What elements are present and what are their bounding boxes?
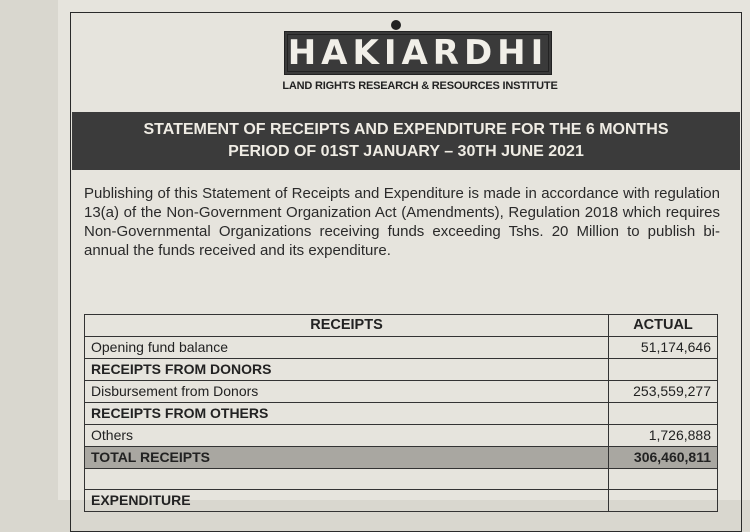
row-amount	[609, 469, 718, 490]
title-line-1: STATEMENT OF RECEIPTS AND EXPENDITURE FOR THE 6 MONTHS	[143, 121, 669, 138]
receipts-table	[84, 314, 718, 512]
row-label: Disbursement from Donors	[85, 381, 609, 403]
row-label: TOTAL RECEIPTS	[85, 447, 609, 469]
logo-text: HAKIARDHI	[287, 33, 549, 73]
section-header-row	[85, 403, 718, 425]
table-row	[85, 337, 718, 359]
table-header-row	[85, 315, 718, 337]
statement-title-banner	[72, 112, 740, 170]
row-amount: 51,174,646	[609, 337, 718, 359]
blank-row	[85, 469, 718, 490]
row-label: RECEIPTS FROM DONORS	[85, 359, 609, 381]
actual-column-header: ACTUAL	[609, 315, 718, 337]
row-label: Opening fund balance	[85, 337, 609, 359]
row-amount: 306,460,811	[609, 447, 718, 469]
title-line-2: PERIOD OF 01ST JANUARY – 30TH JUNE 2021	[228, 143, 584, 160]
logo-dot	[391, 20, 401, 30]
table-row	[85, 381, 718, 403]
receipts-column-header: RECEIPTS	[85, 315, 609, 337]
table-row	[85, 425, 718, 447]
organization-tagline: LAND RIGHTS RESEARCH & RESOURCES INSTITUTE	[282, 80, 558, 92]
section-header-row	[85, 490, 718, 512]
row-label: Others	[85, 425, 609, 447]
section-header-row	[85, 359, 718, 381]
row-label: EXPENDITURE	[85, 490, 609, 512]
row-amount	[609, 490, 718, 512]
row-amount	[609, 359, 718, 381]
row-label: RECEIPTS FROM OTHERS	[85, 403, 609, 425]
hakiardhi-logo	[284, 31, 552, 75]
total-receipts-row	[85, 447, 718, 469]
row-label	[85, 469, 609, 490]
row-amount: 1,726,888	[609, 425, 718, 447]
row-amount: 253,559,277	[609, 381, 718, 403]
row-amount	[609, 403, 718, 425]
intro-paragraph: Publishing of this Statement of Receipts and Expenditure is made in accordance with regulation 13(a) of the Non-Government Organization Act (Amendments), Regulation 2018 which requires Non-Governmental Organizations receiving funds exceeding Tshs. 20 Million to publish bi-annual the funds received and its expenditure.	[84, 185, 720, 259]
